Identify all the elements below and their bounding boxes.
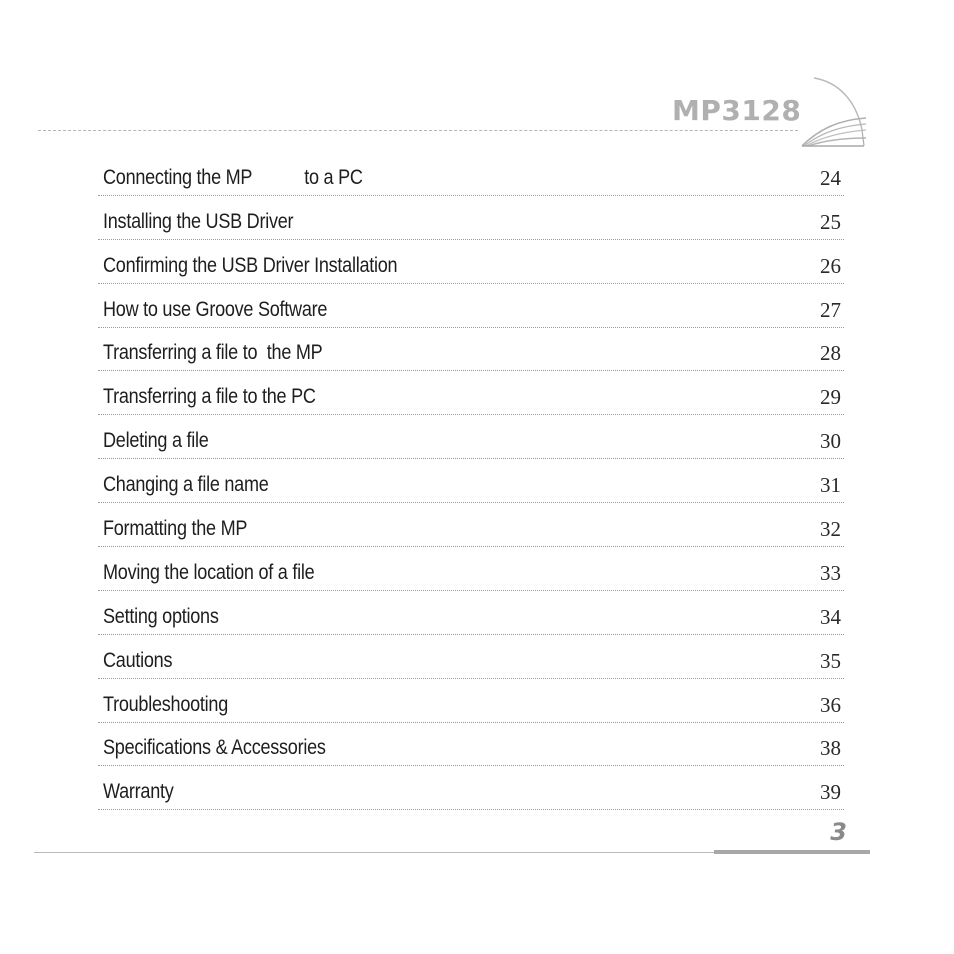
toc-entry-page: 29 — [820, 385, 841, 410]
toc-entry-page: 38 — [820, 736, 841, 761]
toc-entry-title: Deleting a file — [103, 429, 209, 453]
page-number: 3 — [830, 818, 847, 846]
toc-entry-page: 34 — [820, 604, 841, 629]
toc-entry-page: 30 — [820, 429, 841, 454]
toc-entry-page: 32 — [820, 517, 841, 542]
toc-entry-title: How to use Groove Software — [103, 297, 328, 321]
toc-entry[interactable] — [98, 196, 844, 240]
toc-entry-title: Formatting the MP — [103, 517, 248, 541]
header-divider — [38, 130, 798, 131]
toc-entry[interactable] — [98, 591, 844, 635]
table-of-contents — [98, 152, 844, 810]
toc-entry-page: 25 — [820, 209, 841, 234]
toc-entry[interactable] — [98, 635, 844, 679]
brand-logo-icon — [796, 72, 868, 152]
toc-entry-page: 36 — [820, 692, 841, 717]
toc-entry-title: Setting options — [103, 604, 219, 628]
toc-entry-page: 35 — [820, 648, 841, 673]
toc-entry[interactable] — [98, 284, 844, 328]
toc-entry-title: Connecting the MP to a PC — [103, 165, 363, 189]
toc-entry-page: 33 — [820, 560, 841, 585]
toc-entry[interactable] — [98, 679, 844, 723]
toc-entry[interactable] — [98, 371, 844, 415]
toc-entry[interactable] — [98, 723, 844, 767]
toc-entry-page: 31 — [820, 473, 841, 498]
toc-entry-title: Confirming the USB Driver Installation — [103, 253, 398, 277]
toc-entry-title: Moving the location of a file — [103, 560, 315, 584]
toc-entry[interactable] — [98, 415, 844, 459]
toc-entry[interactable] — [98, 503, 844, 547]
toc-entry-title: Installing the USB Driver — [103, 209, 294, 233]
toc-entry[interactable] — [98, 240, 844, 284]
toc-entry-title: Specifications & Accessories — [103, 736, 326, 760]
toc-entry-page: 28 — [820, 341, 841, 366]
toc-entry-title: Cautions — [103, 648, 173, 672]
toc-entry-page: 39 — [820, 780, 841, 805]
toc-entry-title: Changing a file name — [103, 473, 269, 497]
toc-entry-title: Troubleshooting — [103, 692, 228, 716]
toc-entry[interactable] — [98, 459, 844, 503]
toc-entry[interactable] — [98, 152, 844, 196]
toc-entry[interactable] — [98, 328, 844, 372]
toc-entry-title: Warranty — [103, 780, 174, 804]
brand-title: MP3128 — [672, 94, 802, 127]
toc-entry-title: Transferring a file to the MP — [103, 341, 323, 365]
toc-entry-title: Transferring a file to the PC — [103, 385, 316, 409]
footer-accent-bar — [714, 850, 870, 854]
toc-entry[interactable] — [98, 547, 844, 591]
toc-entry-page: 27 — [820, 297, 841, 322]
toc-entry-page: 24 — [820, 165, 841, 190]
toc-entry-page: 26 — [820, 253, 841, 278]
toc-entry[interactable] — [98, 766, 844, 810]
